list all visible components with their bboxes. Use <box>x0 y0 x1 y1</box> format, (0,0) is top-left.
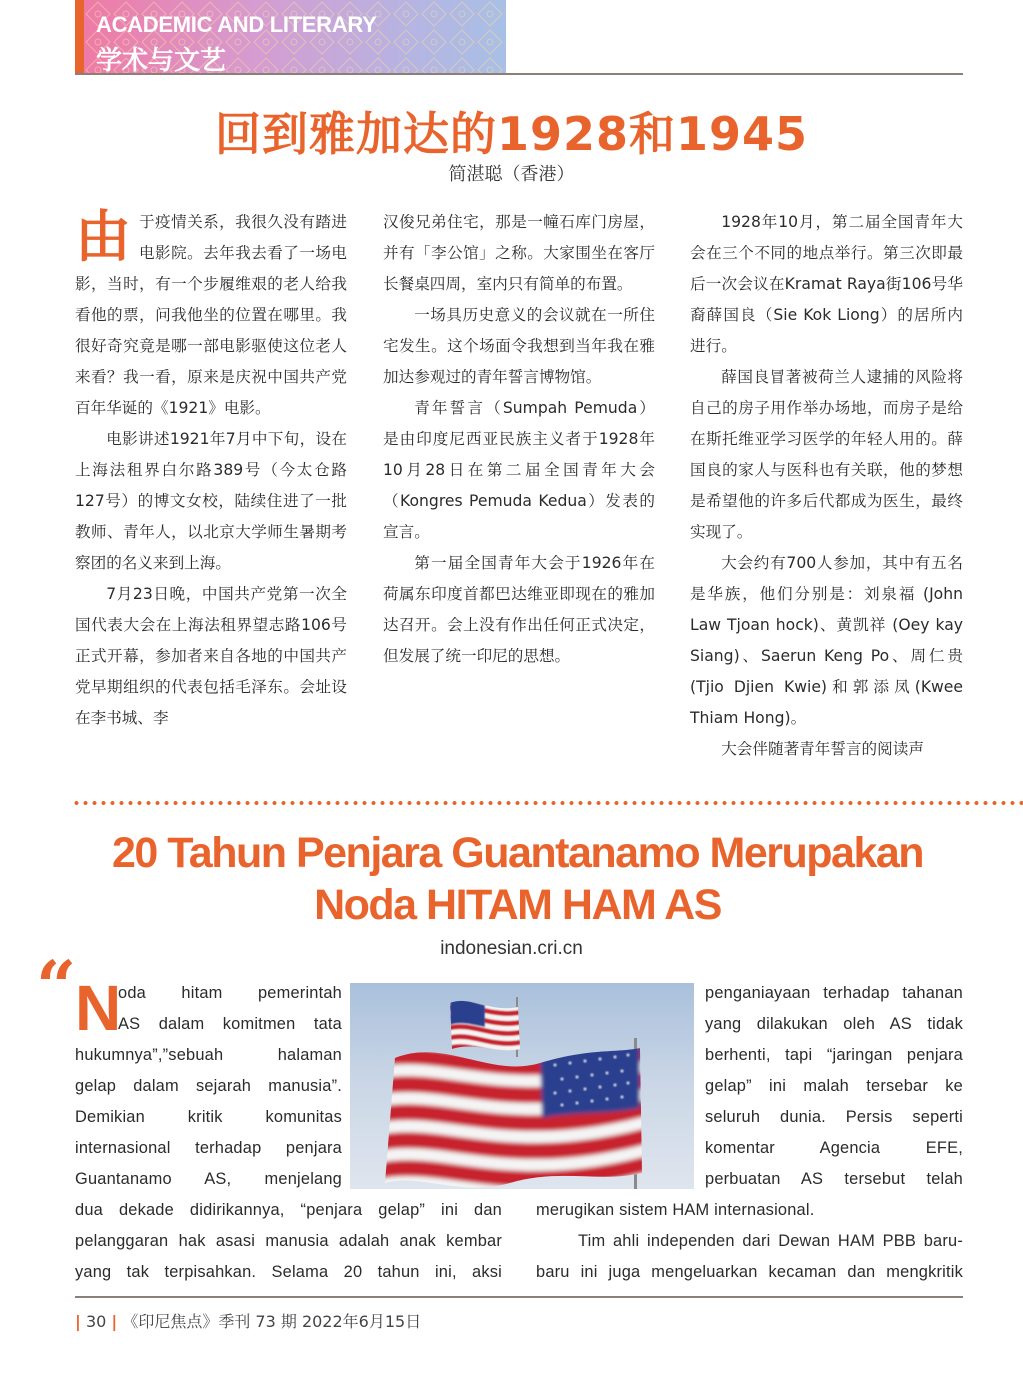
top-rule <box>75 73 963 75</box>
footer-bar: | <box>75 1312 81 1331</box>
article1-title: 回到雅加达的1928和1945 <box>214 107 809 161</box>
body-line: yang dilakukan oleh AS tidak <box>705 1015 963 1033</box>
body-line: Demikian kritik komunitas <box>75 1108 342 1126</box>
body-line: seluruh dunia. Persis seperti <box>705 1108 963 1126</box>
article1-paragraph: 一场具历史意义的会议就在一所住宅发生。这个场面令我想到当年我在雅加达参观过的青年誓言博物馆。 <box>383 306 655 386</box>
body-line: baru ini juga mengeluarkan kecaman dan mengkritik <box>536 1263 963 1281</box>
article1-paragraph: 青年誓言（Sumpah Pemuda）是由印度尼西亚民族主义者于1928年10月28日在第二届全国青年大会（Kongres Pemuda Kedua）发表的宣言。 <box>383 399 655 541</box>
flag-icon <box>350 983 694 1189</box>
body-line: hukumnya”,”sebuah halaman <box>75 1046 342 1064</box>
article2-title-line: Noda HITAM HAM AS <box>314 881 721 929</box>
section-title-zh: 学术与文艺 <box>96 46 227 73</box>
article1-column-2 <box>383 207 655 672</box>
article2-source: indonesian.cri.cn <box>440 938 583 959</box>
body-line: dua dekade didirikannya, “penjara gelap” ini dan <box>75 1201 502 1219</box>
section-title-en: ACADEMIC AND LITERARY <box>96 12 377 37</box>
article1-paragraph: 大会伴随著青年誓言的阅读声 <box>721 740 924 758</box>
body-line: perbuatan AS tersebut telah <box>705 1170 963 1188</box>
body-line: Guantanamo AS, menjelang <box>75 1170 342 1188</box>
body-line: berhenti, tapi “jaringan penjara <box>705 1046 963 1064</box>
article1-dropcap: 由 <box>75 205 131 270</box>
article1-paragraph: 7月23日晚，中国共产党第一次全国代表大会在上海法租界望志路106号正式开幕，参加者来自各地的中国共产党早期组织的代表包括毛泽东。会址设在李书城、李 <box>75 585 347 727</box>
page-footer <box>75 1309 421 1332</box>
article1-column-3 <box>690 207 963 765</box>
dotted-divider <box>72 800 1023 806</box>
body-line: yang tak terpisahkan. Selama 20 tahun ini, aksi <box>75 1263 502 1281</box>
article1-paragraph: 由于疫情关系，我很久没有踏进电影院。去年我去看了一场电影，当时，有一个步履维艰的老人给我看他的票，问我他坐的位置在哪里。我很好奇究竟是哪一部电影驱使这位老人来看？我一看，原来是庆祝中国共产党百年华诞的《1921》电影。 <box>75 205 347 417</box>
article1-paragraph: 第一届全国青年大会于1926年在荷属东印度首都巴达维亚即现在的雅加达召开。会上没有作出任何正式决定，但发展了统一印尼的思想。 <box>383 554 655 665</box>
magazine-info: 《印尼焦点》季刊 73 期 2022年6月15日 <box>122 1312 422 1331</box>
body-line: penganiayaan terhadap tahanan <box>705 984 963 1002</box>
section-header <box>84 0 506 73</box>
body-line: gelap” ini malah tersebar ke <box>705 1077 963 1095</box>
body-line: AS dalam komitmen tata <box>118 1015 342 1033</box>
body-line: merugikan sistem HAM internasional. <box>536 1201 815 1219</box>
article2-title-line: 20 Tahun Penjara Guantanamo Merupakan <box>111 829 924 877</box>
quote-mark-icon: “ <box>36 945 77 1028</box>
article1-paragraph: 1928年10月，第二届全国青年大会在三个不同的地点举行。第三次即最后一次会议在Kramat Raya街106号华裔薛国良（Sie Kok Liong）的居所内进行。 <box>690 213 963 355</box>
body-line: Tim ahli independen dari Dewan HAM PBB baru- <box>578 1232 963 1250</box>
page-number: 30 <box>85 1312 107 1331</box>
footer-bar: | <box>111 1312 118 1331</box>
article2-title <box>60 827 975 931</box>
bottom-rule <box>75 1296 963 1298</box>
body-line: komentar Agencia EFE, <box>705 1139 963 1157</box>
article1-paragraph: 电影讲述1921年7月中下旬，设在上海法租界白尔路389号（今太仓路127号）的博文女校，陆续住进了一批教师、青年人，以北京大学师生暑期考察团的名义来到上海。 <box>75 430 347 572</box>
article1-paragraph: 大会约有700人参加，其中有五名是华族，他们分别是：刘泉福 (John Law Tjoan hock)、黄凯祥 (Oey kay Siang)、Saerun Keng Po、周仁贵(Tjio Djien Kwie)和郭添凤(Kwee Thiam Hong)。 <box>690 554 963 727</box>
article1-paragraph: 汉俊兄弟住宅，那是一幢石库门房屋，并有「李公馆」之称。大家围坐在客厅长餐桌四周，室内只有简单的布置。 <box>383 213 655 293</box>
header-accent-bar <box>75 0 84 73</box>
body-line: oda hitam pemerintah <box>118 984 342 1002</box>
us-flags-photo <box>350 983 694 1189</box>
article2-dropcap: N <box>75 972 122 1044</box>
article1-author: 简湛聪（香港） <box>448 164 575 185</box>
body-line: internasional terhadap penjara <box>75 1139 342 1157</box>
body-line: pelanggaran hak asasi manusia adalah anak kembar <box>75 1232 502 1250</box>
article1-column-1 <box>75 207 347 734</box>
article1-paragraph: 薛国良冒著被荷兰人逮捕的风险将自己的房子用作举办场地，而房子是给在斯托维亚学习医学的年轻人用的。薛国良的家人与医科也有关联，他的梦想是希望他的许多后代都成为医生，最终实现了。 <box>690 368 963 541</box>
body-line: gelap dalam sejarah manusia”. <box>75 1077 342 1095</box>
